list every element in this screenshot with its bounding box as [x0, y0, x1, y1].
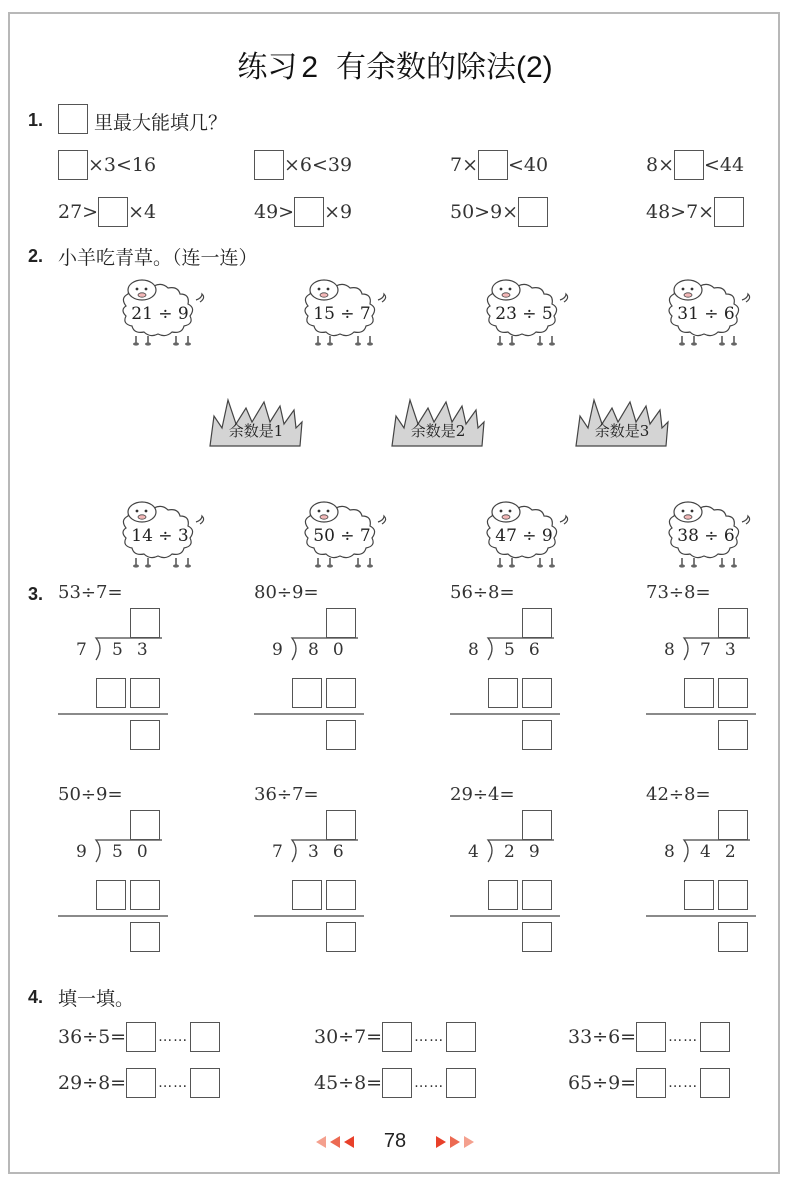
dividend: 36 — [308, 842, 358, 862]
sheep-expression: 15 ÷ 7 — [313, 304, 371, 324]
sheep-card[interactable] — [294, 500, 390, 570]
quotient-box[interactable] — [522, 608, 552, 638]
divisor: 9 — [76, 842, 87, 862]
product-box[interactable] — [488, 678, 518, 708]
divisor: 7 — [76, 640, 87, 660]
fill-item: 33÷6= …… — [568, 1022, 730, 1052]
answer-box[interactable] — [714, 197, 744, 227]
grass-label: 余数是1 — [228, 422, 284, 440]
product-box[interactable] — [522, 880, 552, 910]
answer-box[interactable] — [294, 197, 324, 227]
product-box[interactable] — [522, 678, 552, 708]
quotient-box[interactable] — [636, 1068, 666, 1098]
long-division — [450, 784, 562, 934]
quotient-box[interactable] — [382, 1068, 412, 1098]
q1-example-box — [58, 104, 88, 139]
dividend: 42 — [700, 842, 750, 862]
answer-box[interactable] — [674, 150, 704, 180]
q3-number: 3. — [28, 584, 44, 604]
quotient-box[interactable] — [326, 608, 356, 638]
remainder-box[interactable] — [190, 1068, 220, 1098]
product-box[interactable] — [130, 678, 160, 708]
remainder-box[interactable] — [522, 720, 552, 750]
q1-item: ×3<16 — [58, 150, 156, 180]
long-division — [58, 582, 170, 732]
quotient-box[interactable] — [636, 1022, 666, 1052]
product-box[interactable] — [96, 880, 126, 910]
sheep-expression: 38 ÷ 6 — [677, 526, 735, 546]
division-equation: 56÷8= — [450, 582, 515, 603]
divisor: 7 — [272, 842, 283, 862]
product-box[interactable] — [96, 678, 126, 708]
q1-item: 7× <40 — [450, 150, 548, 180]
long-division — [646, 784, 758, 934]
divisor: 4 — [468, 842, 479, 862]
remainder-box[interactable] — [700, 1068, 730, 1098]
answer-box[interactable] — [478, 150, 508, 180]
division-equation: 73÷8= — [646, 582, 711, 603]
dividend: 50 — [112, 842, 162, 862]
divisor: 9 — [272, 640, 283, 660]
product-box[interactable] — [488, 880, 518, 910]
remainder-box[interactable] — [718, 922, 748, 952]
q2-number: 2. — [28, 246, 44, 266]
division-equation: 53÷7= — [58, 582, 123, 603]
q4-number: 4. — [28, 987, 44, 1007]
division-equation: 80÷9= — [254, 582, 319, 603]
long-division — [450, 582, 562, 732]
remainder-box[interactable] — [446, 1022, 476, 1052]
dividend: 56 — [504, 640, 554, 660]
q2-prompt: 小羊吃青草。（连一连） — [58, 247, 258, 269]
answer-box[interactable] — [254, 150, 284, 180]
sheep-card[interactable] — [112, 500, 208, 570]
left-arrows-icon — [314, 1135, 362, 1149]
answer-box[interactable] — [58, 150, 88, 180]
q1-item: 27> ×4 — [58, 197, 156, 227]
sheep-card[interactable] — [476, 500, 572, 570]
q1-item: 48>7× — [646, 197, 744, 227]
product-box[interactable] — [718, 880, 748, 910]
divisor: 8 — [664, 640, 675, 660]
grass-label: 余数是3 — [594, 422, 650, 440]
sheep-card[interactable] — [294, 278, 390, 348]
quotient-box[interactable] — [718, 810, 748, 840]
remainder-box[interactable] — [718, 720, 748, 750]
sheep-expression: 47 ÷ 9 — [495, 526, 553, 546]
fill-item: 36÷5= …… — [58, 1022, 220, 1052]
sheep-card[interactable] — [658, 278, 754, 348]
right-arrows-icon — [428, 1135, 476, 1149]
remainder-box[interactable] — [130, 922, 160, 952]
remainder-box[interactable] — [446, 1068, 476, 1098]
remainder-box[interactable] — [522, 922, 552, 952]
sheep-card[interactable] — [476, 278, 572, 348]
sheep-expression: 21 ÷ 9 — [131, 304, 189, 324]
product-box[interactable] — [684, 678, 714, 708]
fill-item: 45÷8= …… — [314, 1068, 476, 1098]
remainder-box[interactable] — [326, 922, 356, 952]
division-equation: 29÷4= — [450, 784, 515, 805]
sheep-card[interactable] — [112, 278, 208, 348]
quotient-box[interactable] — [718, 608, 748, 638]
fill-item: 30÷7= …… — [314, 1022, 476, 1052]
sheep-expression: 23 ÷ 5 — [495, 304, 553, 324]
page-number: 78 — [383, 1130, 407, 1152]
long-division — [254, 784, 366, 934]
q1-prompt: 里最大能填几？ — [94, 112, 228, 134]
page-footer — [0, 1130, 790, 1153]
grass-card[interactable] — [208, 398, 304, 448]
q1-item: ×6<39 — [254, 150, 352, 180]
quotient-box[interactable] — [126, 1022, 156, 1052]
q1-number: 1. — [28, 110, 44, 130]
answer-box[interactable] — [98, 197, 128, 227]
quotient-box[interactable] — [126, 1068, 156, 1098]
division-equation: 42÷8= — [646, 784, 711, 805]
quotient-box[interactable] — [130, 810, 160, 840]
long-division — [58, 784, 170, 934]
product-box[interactable] — [684, 880, 714, 910]
product-box[interactable] — [326, 880, 356, 910]
remainder-box[interactable] — [130, 720, 160, 750]
sheep-expression: 31 ÷ 6 — [677, 304, 735, 324]
q1-item: 50>9× — [450, 197, 548, 227]
fill-item: 65÷9= …… — [568, 1068, 730, 1098]
long-division — [646, 582, 758, 732]
divisor: 8 — [664, 842, 675, 862]
quotient-box[interactable] — [326, 810, 356, 840]
grass-card[interactable] — [390, 398, 486, 448]
long-division — [254, 582, 366, 732]
remainder-box[interactable] — [326, 720, 356, 750]
remainder-box[interactable] — [700, 1022, 730, 1052]
quotient-box[interactable] — [130, 608, 160, 638]
q4-prompt: 填一填。 — [58, 988, 135, 1010]
dividend: 53 — [112, 640, 162, 660]
fill-item: 29÷8= …… — [58, 1068, 220, 1098]
dividend: 80 — [308, 640, 358, 660]
sheep-expression: 50 ÷ 7 — [313, 526, 371, 546]
sheep-card[interactable] — [658, 500, 754, 570]
division-equation: 50÷9= — [58, 784, 123, 805]
dividend: 73 — [700, 640, 750, 660]
quotient-box[interactable] — [382, 1022, 412, 1052]
dividend: 29 — [504, 842, 554, 862]
division-equation: 36÷7= — [254, 784, 319, 805]
answer-box[interactable] — [518, 197, 548, 227]
product-box[interactable] — [130, 880, 160, 910]
q1-item: 8× <44 — [646, 150, 744, 180]
product-box[interactable] — [718, 678, 748, 708]
divisor: 8 — [468, 640, 479, 660]
grass-label: 余数是2 — [410, 422, 466, 440]
product-box[interactable] — [292, 880, 322, 910]
page-title: 练习 2 有余数的除法(2) — [237, 51, 553, 84]
quotient-box[interactable] — [522, 810, 552, 840]
product-box[interactable] — [326, 678, 356, 708]
q1-item: 49> ×9 — [254, 197, 352, 227]
sheep-expression: 14 ÷ 3 — [131, 526, 189, 546]
remainder-box[interactable] — [190, 1022, 220, 1052]
product-box[interactable] — [292, 678, 322, 708]
grass-card[interactable] — [574, 398, 670, 448]
